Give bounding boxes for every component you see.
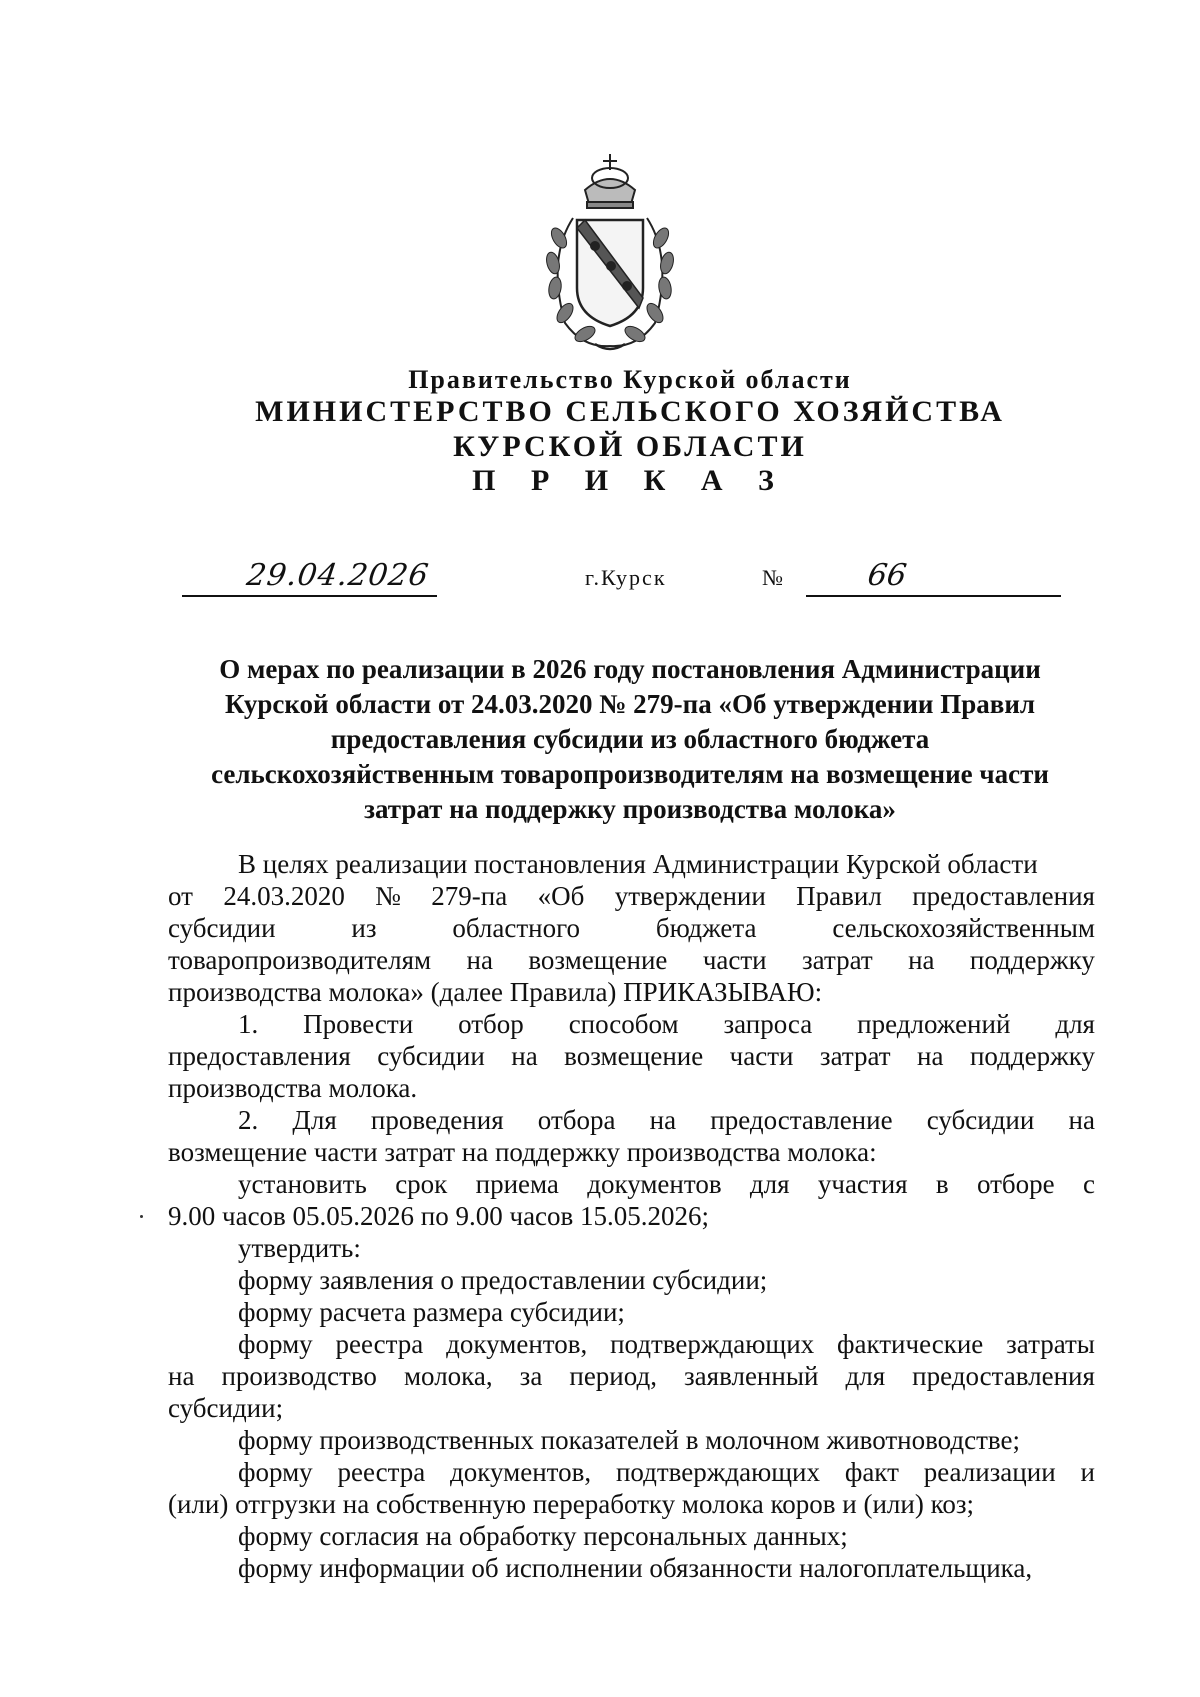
number-sign: №	[762, 565, 783, 590]
body-line	[168, 1328, 1095, 1360]
body-line: субсидии;	[168, 1393, 284, 1423]
word: участия	[817, 1169, 908, 1199]
body-line: форму расчета размера субсидии;	[238, 1297, 625, 1327]
word: Для	[292, 1105, 337, 1135]
word: производство	[221, 1361, 377, 1391]
word: бюджета	[655, 913, 757, 943]
word: предоставления	[168, 1041, 351, 1071]
word: 2.	[238, 1105, 259, 1135]
word: части	[702, 945, 767, 975]
region-name: КУРСКОЙ ОБЛАСТИ	[453, 430, 807, 463]
government-name: Правительство Курской области	[408, 365, 852, 394]
word: для	[749, 1169, 790, 1199]
word: на	[917, 1041, 944, 1071]
word: документов,	[446, 1329, 588, 1359]
word: областного	[452, 913, 581, 943]
title-line: сельскохозяйственным товаропроизводителям на возмещение части	[211, 759, 1049, 789]
word: форму	[238, 1457, 313, 1487]
word: субсидии	[377, 1041, 485, 1071]
word: 1.	[238, 1009, 259, 1039]
word: товаропроизводителям	[168, 945, 432, 975]
body-line: производства молока.	[168, 1073, 418, 1103]
title-line: предоставления субсидии из областного бюджета	[330, 724, 930, 754]
word: субсидии	[168, 913, 276, 943]
body-line	[168, 1040, 1095, 1072]
word: 279-па	[431, 881, 508, 911]
body-line: производства молока» (далее Правила) ПРИКАЗЫВАЮ:	[168, 977, 823, 1007]
word: запроса	[723, 1009, 813, 1039]
body-line	[168, 1168, 1095, 1200]
word: отборе	[976, 1169, 1055, 1199]
word: и	[1080, 1457, 1095, 1487]
word: установить	[238, 1169, 367, 1199]
body-line	[168, 1104, 1095, 1136]
word: предложений	[857, 1009, 1011, 1039]
date-field	[182, 555, 437, 597]
document-body	[168, 848, 1095, 1584]
word: документов	[587, 1169, 722, 1199]
body-line	[168, 880, 1095, 912]
body-line	[168, 944, 1095, 976]
word: затраты	[1006, 1329, 1095, 1359]
word: из	[351, 913, 377, 943]
word: от	[168, 881, 193, 911]
word: фактические	[837, 1329, 984, 1359]
scan-speck	[140, 1215, 143, 1218]
kursk-coat-of-arms-icon	[525, 148, 695, 358]
word: приема	[475, 1169, 559, 1199]
word: Провести	[303, 1009, 414, 1039]
word: способом	[568, 1009, 679, 1039]
document-title	[170, 652, 1090, 827]
word: предоставление	[710, 1105, 893, 1135]
body-line: В целях реализации постановления Администрации Курской области	[238, 849, 1038, 879]
body-line: 9.00 часов 05.05.2026 по 9.00 часов 15.05.2026;	[168, 1201, 710, 1231]
word: отбора	[537, 1105, 616, 1135]
number-field	[806, 555, 1061, 597]
word: поддержку	[969, 1041, 1095, 1071]
word: на	[908, 945, 935, 975]
word: реализации	[923, 1457, 1056, 1487]
word: для	[1055, 1009, 1095, 1039]
word: предоставления	[912, 881, 1095, 911]
word: форму	[238, 1329, 313, 1359]
title-line: О мерах по реализации в 2026 году постановления Администрации	[219, 654, 1041, 684]
word: молока,	[403, 1361, 493, 1391]
word: затрат	[819, 1041, 891, 1071]
title-line: затрат на поддержку производства молока»	[364, 794, 896, 824]
word: на	[466, 945, 493, 975]
handwritten-date: 29.04.2026	[244, 558, 432, 593]
word: 24.03.2020	[223, 881, 345, 911]
word: реестра	[337, 1457, 426, 1487]
word: сельскохозяйственным	[832, 913, 1095, 943]
body-line: утвердить:	[238, 1233, 361, 1263]
word: подтверждающих	[610, 1329, 815, 1359]
word: реестра	[335, 1329, 424, 1359]
city-name: г.Курск	[585, 565, 667, 590]
word: затрат	[802, 945, 873, 975]
word: возмещение	[564, 1041, 704, 1071]
word: срок	[395, 1169, 448, 1199]
word: субсидии	[926, 1105, 1035, 1135]
word: части	[729, 1041, 794, 1071]
word: за	[519, 1361, 543, 1391]
body-line: (или) отгрузки на собственную переработку молока коров и (или) коз;	[168, 1489, 975, 1519]
ministry-name: МИНИСТЕРСТВО СЕЛЬСКОГО ХОЗЯЙСТВА	[255, 395, 1005, 428]
word: подтверждающих	[615, 1457, 821, 1487]
word: отбор	[458, 1009, 524, 1039]
word: на	[649, 1105, 677, 1135]
word: проведения	[370, 1105, 504, 1135]
word: на	[1068, 1105, 1095, 1135]
handwritten-number: 66	[865, 558, 909, 593]
word: факт	[844, 1457, 899, 1487]
body-line	[168, 1008, 1095, 1040]
body-line: форму согласия на обработку персональных данных;	[238, 1521, 848, 1551]
word: заявленный	[684, 1361, 819, 1391]
word: Правил	[796, 881, 882, 911]
body-line: форму производственных показателей в молочном животноводстве;	[238, 1425, 1020, 1455]
body-line	[168, 1456, 1095, 1488]
word: №	[375, 881, 401, 911]
body-line: возмещение части затрат на поддержку производства молока:	[168, 1137, 877, 1167]
word: «Об	[537, 881, 585, 911]
word: утверждении	[614, 881, 766, 911]
word: на	[168, 1361, 195, 1391]
body-line	[168, 912, 1095, 944]
word: для	[845, 1361, 886, 1391]
word: на	[511, 1041, 538, 1071]
word: в	[935, 1169, 949, 1199]
word: предоставления	[912, 1361, 1095, 1391]
word: поддержку	[969, 945, 1095, 975]
body-line: форму заявления о предоставлении субсидии;	[238, 1265, 768, 1295]
word: возмещение	[528, 945, 668, 975]
word: период,	[569, 1361, 657, 1391]
body-line	[168, 1360, 1095, 1392]
body-line: форму информации об исполнении обязанности налогоплательщика,	[238, 1553, 1033, 1583]
word: с	[1082, 1169, 1095, 1199]
document-type: П Р И К А З	[472, 464, 788, 497]
word: документов,	[450, 1457, 592, 1487]
title-line: Курской области от 24.03.2020 № 279-па «Об утверждении Правил	[224, 689, 1036, 719]
